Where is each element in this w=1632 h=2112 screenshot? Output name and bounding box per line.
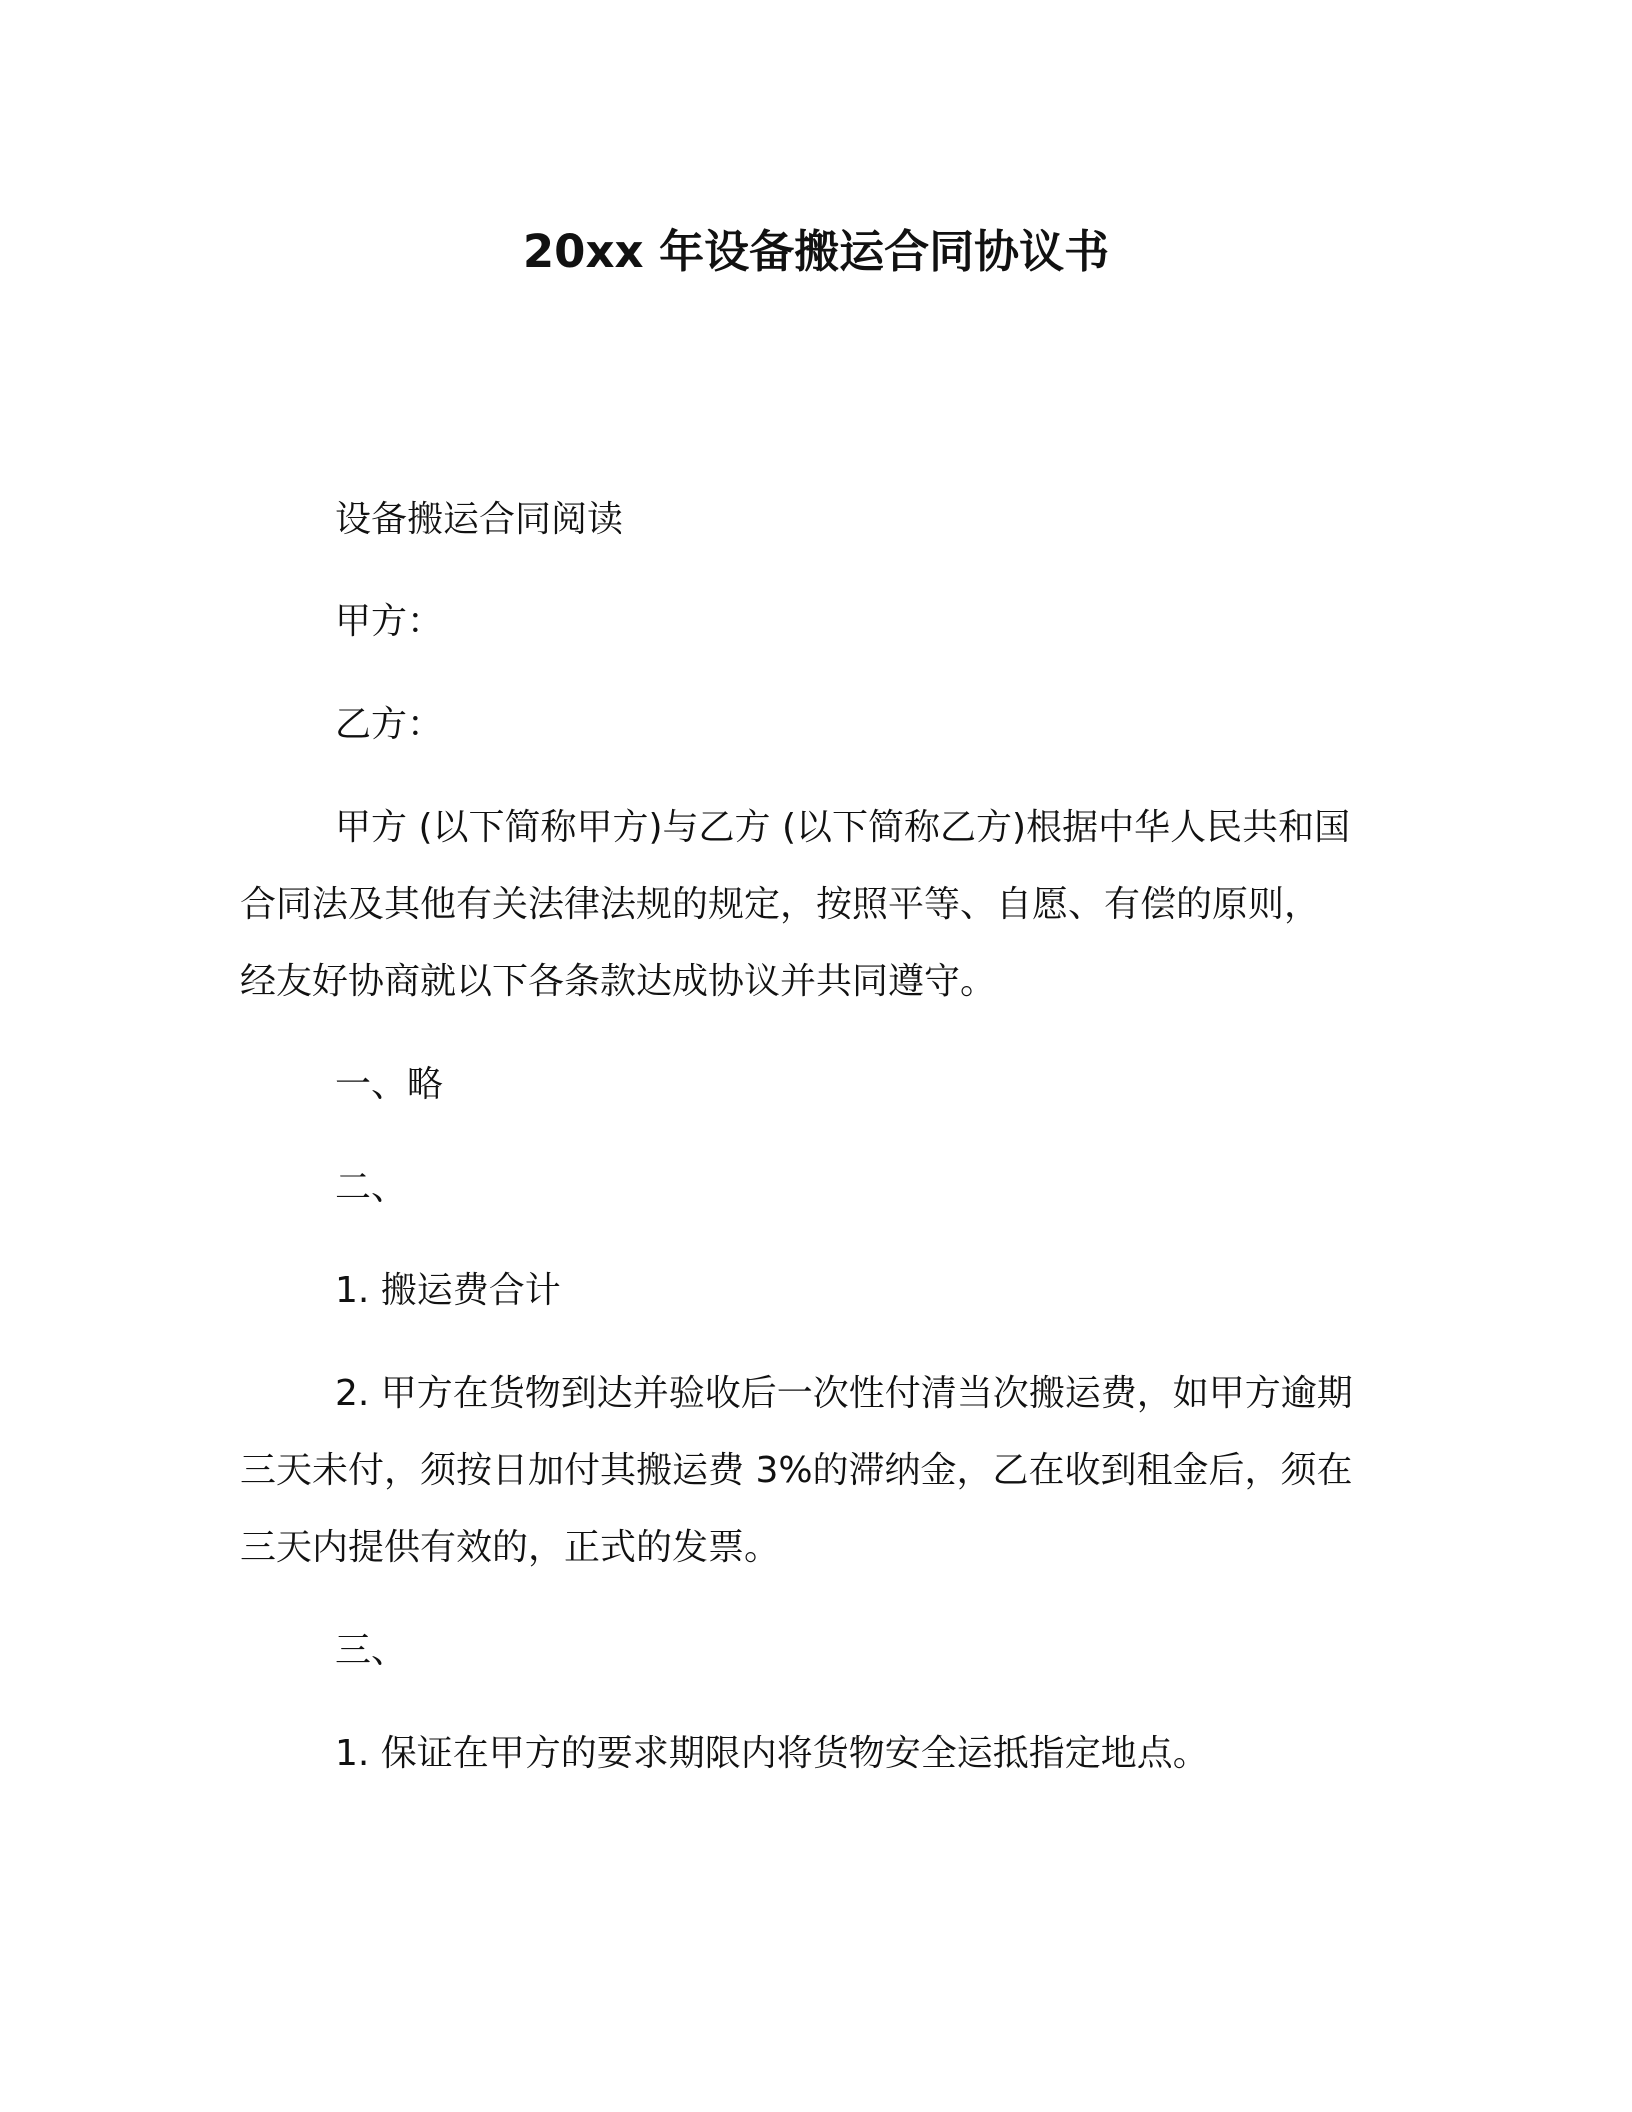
intro-line-1: 甲方 (以下简称甲方)与乙方 (以下简称乙方)根据中华人民共和国 <box>335 807 1351 848</box>
item-2-2-line-2: 三天未付，须按日加付其搬运费 3%的滞纳金，乙在收到租金后，须在 <box>240 1450 1353 1491</box>
section-3-heading: 三、 <box>335 1630 408 1671</box>
item-3-1: 1. 保证在甲方的要求期限内将货物安全运抵指定地点。 <box>335 1733 1209 1774</box>
subtitle: 设备搬运合同阅读 <box>335 499 624 540</box>
document-title: 20xx 年设备搬运合同协议书 <box>522 225 1110 278</box>
section-1-heading: 一、略 <box>335 1064 444 1105</box>
item-2-2-line-3: 三天内提供有效的，正式的发票。 <box>240 1527 781 1568</box>
party-a-label: 甲方： <box>335 601 444 642</box>
intro-line-3: 经友好协商就以下各条款达成协议并共同遵守。 <box>240 961 997 1002</box>
section-2-heading: 二、 <box>335 1167 408 1208</box>
party-b-label: 乙方： <box>335 704 444 745</box>
item-2-2-line-1: 2. 甲方在货物到达并验收后一次性付清当次搬运费，如甲方逾期 <box>335 1373 1353 1414</box>
item-2-1: 1. 搬运费合计 <box>335 1270 561 1311</box>
intro-line-2: 合同法及其他有关法律法规的规定，按照平等、自愿、有偿的原则， <box>240 884 1321 925</box>
